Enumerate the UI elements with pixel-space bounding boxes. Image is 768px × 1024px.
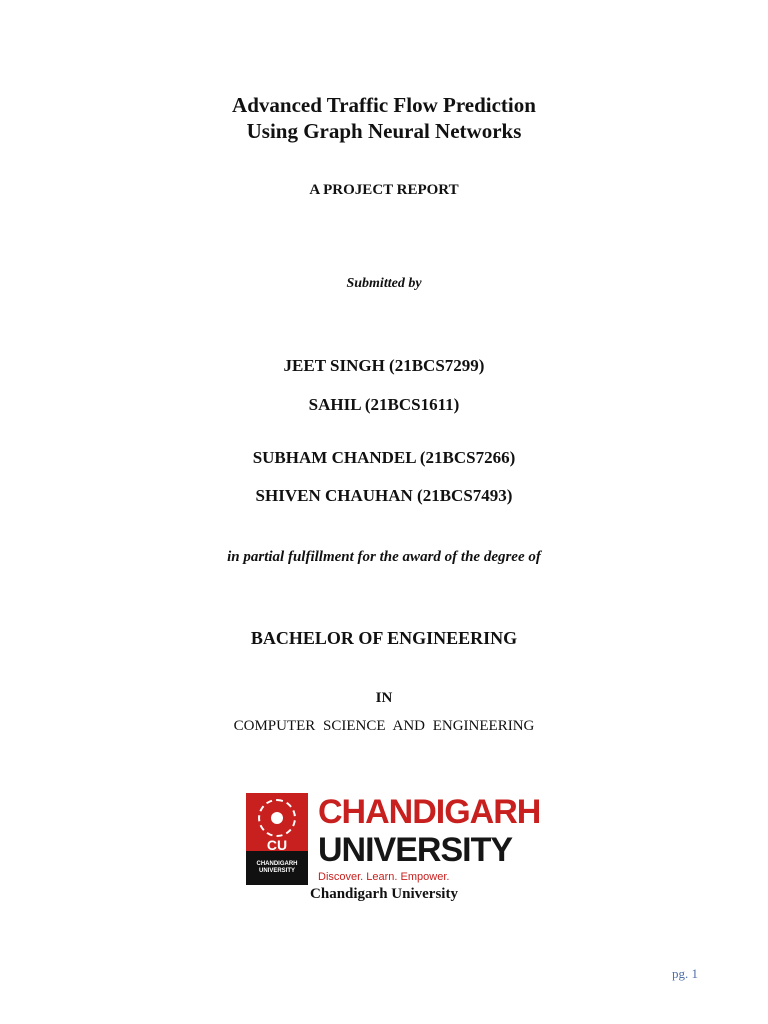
report-title xyxy=(0,92,768,144)
university-logo xyxy=(246,793,541,886)
degree-name: BACHELOR OF ENGINEERING xyxy=(250,628,518,648)
author-4: SHIVEN CHAUHAN (21BCS7493) xyxy=(255,486,513,505)
globe-icon xyxy=(258,799,296,837)
in-label: IN xyxy=(375,690,393,706)
author-1: JEET SINGH (21BCS7299) xyxy=(283,356,485,375)
author-2: SAHIL (21BCS1611) xyxy=(308,395,460,414)
title-line-1: Advanced Traffic Flow Prediction xyxy=(232,93,536,117)
logo-line-1: CHANDIGARH xyxy=(318,793,541,831)
emblem-small-text: CHANDIGARH UNIVERSITY xyxy=(256,861,298,874)
logo-line-2: UNIVERSITY xyxy=(318,831,513,869)
cu-emblem xyxy=(246,793,308,885)
page-number: pg. 1 xyxy=(672,966,698,981)
author-3: SUBHAM CHANDEL (21BCS7266) xyxy=(252,448,516,467)
submitted-by-label: Submitted by xyxy=(346,276,422,291)
logo-tagline: Discover. Learn. Empower. xyxy=(318,871,450,883)
fulfilment-statement: in partial fulfillment for the award of the degree of xyxy=(227,549,541,565)
title-line-2: Using Graph Neural Networks xyxy=(246,119,522,143)
emblem-cu-text: CU xyxy=(266,837,288,853)
university-caption: Chandigarh University xyxy=(310,886,458,902)
department-name: COMPUTER SCIENCE AND ENGINEERING xyxy=(233,718,535,734)
report-subtitle: A PROJECT REPORT xyxy=(309,182,459,198)
